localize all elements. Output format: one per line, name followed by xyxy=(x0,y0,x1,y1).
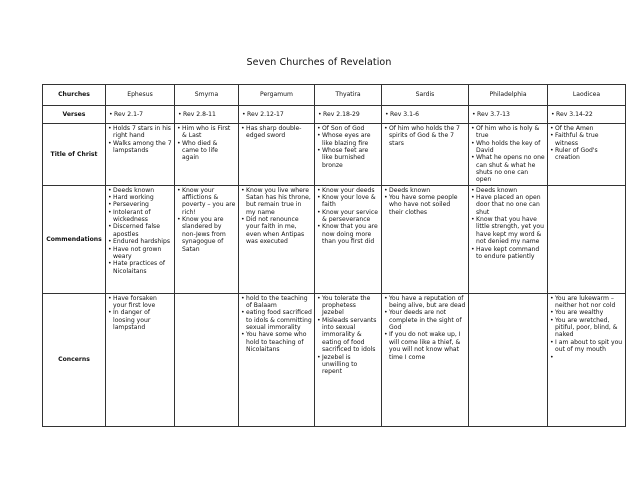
list-item: • You are lukewarm – neither hot nor cold xyxy=(550,295,623,310)
bullet-list xyxy=(177,187,236,253)
table-row-verses xyxy=(43,106,626,124)
list-item: • Intolerant of wickedness xyxy=(108,209,172,224)
table-cell xyxy=(315,124,382,186)
bullet-list xyxy=(241,295,312,354)
table-cell xyxy=(469,106,548,124)
list-item: • Your deeds are not complete in the sight of God xyxy=(384,309,466,331)
row-header: Commendations xyxy=(43,185,106,293)
table-cell xyxy=(315,106,382,124)
table-cell xyxy=(548,293,626,426)
list-item: • Who died & came to life again xyxy=(177,140,236,162)
column-header-smyrna: Smyrna xyxy=(175,85,239,106)
list-item: • Rev 2.1-7 xyxy=(109,111,172,118)
column-header-churches: Churches xyxy=(43,85,106,106)
list-item: • Whose eyes are like blazing fire xyxy=(317,132,379,147)
list-item: • Ruler of God's creation xyxy=(550,147,623,162)
table-cell xyxy=(315,185,382,293)
bullet-list xyxy=(471,187,545,260)
table-cell xyxy=(469,293,548,426)
bullet-list xyxy=(317,125,379,169)
list-item: • You have a reputation of being alive, but are dead xyxy=(384,295,466,310)
list-item: • Deeds known xyxy=(108,187,172,194)
table-cell xyxy=(382,106,469,124)
table-cell xyxy=(175,124,239,186)
page-title: Seven Churches of Revelation xyxy=(246,57,392,68)
list-item: • Holds 7 stars in his right hand xyxy=(108,125,172,140)
list-item: • Of him who is holy & true xyxy=(471,125,545,140)
bullet-list xyxy=(108,125,172,154)
table-cell xyxy=(239,106,315,124)
table-cell xyxy=(548,124,626,186)
bullet-list xyxy=(550,295,623,354)
list-item: • Know you live where Satan has his throne, but remain true in my name xyxy=(241,187,312,216)
list-item: • Of the Amen xyxy=(550,125,623,132)
table-cell xyxy=(382,185,469,293)
list-item: • You are wealthy xyxy=(550,309,623,316)
table-cell xyxy=(382,124,469,186)
list-item: • Who holds the key of David xyxy=(471,140,545,155)
list-item: • Whose feet are like burnished bronze xyxy=(317,147,379,169)
bullet-list xyxy=(551,111,623,118)
bullet-list xyxy=(108,295,172,332)
row-header: Title of Christ xyxy=(43,124,106,186)
table-cell xyxy=(548,106,626,124)
list-item: • Discerned false apostles xyxy=(108,223,172,238)
bullet-list xyxy=(242,111,312,118)
bullet-list xyxy=(109,111,172,118)
list-item: • Have placed an open door that no one can shut xyxy=(471,194,545,216)
table-cell xyxy=(175,185,239,293)
list-item: • Walks among the 7 lampstands xyxy=(108,140,172,155)
list-item: • Know that you are now doing more than you first did xyxy=(317,223,379,245)
bullet-list xyxy=(108,187,172,275)
table-cell xyxy=(239,185,315,293)
list-item: • You are wretched, pitiful, poor, blind, & naked xyxy=(550,317,623,339)
list-item: • What he opens no one can shut & what he shuts no one can open xyxy=(471,154,545,183)
header-row xyxy=(43,85,626,106)
list-item: • Rev 3.7-13 xyxy=(472,111,545,118)
bullet-list xyxy=(385,111,466,118)
list-item: • Misleads servants into sexual immorality & eating of food sacrificed to idols xyxy=(317,317,379,354)
bullet-list xyxy=(472,111,545,118)
list-item: • You have some people who have not soiled their clothes xyxy=(384,194,466,216)
list-item: • Him who is First & Last xyxy=(177,125,236,140)
list-item: • Jezebel is unwilling to repent xyxy=(317,354,379,376)
table-cell xyxy=(239,293,315,426)
list-item: • In danger of loosing your lampstand xyxy=(108,309,172,331)
table-row-title-of-christ xyxy=(43,124,626,186)
table-cell xyxy=(175,106,239,124)
bullet-list xyxy=(178,111,236,118)
list-item: • I am about to spit you out of my mouth xyxy=(550,339,623,354)
list-item: • eating food sacrificed to idols & committing sexual immorality xyxy=(241,309,312,331)
list-item: • Rev 3.14-22 xyxy=(551,111,623,118)
column-header-philadelphia: Philadelphia xyxy=(469,85,548,106)
bullet-list xyxy=(177,125,236,162)
list-item: • Endured hardships xyxy=(108,238,172,245)
bullet-list xyxy=(471,125,545,184)
bullet-list xyxy=(318,111,379,118)
list-item: • Have kept command to endure patiently xyxy=(471,246,545,261)
list-item: • If you do not wake up, I will come like a thief, & you will not know what time I come xyxy=(384,331,466,360)
list-item: • Faithful & true witness xyxy=(550,132,623,147)
table-cell xyxy=(382,293,469,426)
list-item: • Deeds known xyxy=(471,187,545,194)
list-item: • Hard working xyxy=(108,194,172,201)
list-item: • Did not renounce your faith in me, even when Antipas was executed xyxy=(241,216,312,245)
list-item: • Rev 3.1-6 xyxy=(385,111,466,118)
list-item: • Has sharp double-edged sword xyxy=(241,125,312,140)
bullet-list xyxy=(384,187,466,216)
column-header-sardis: Sardis xyxy=(382,85,469,106)
list-item: • hold to the teaching of Balaam xyxy=(241,295,312,310)
bullet-list xyxy=(241,125,312,140)
list-item: • Have forsaken your first love xyxy=(108,295,172,310)
churches-table xyxy=(42,84,626,427)
list-item: • Rev 2.12-17 xyxy=(242,111,312,118)
table-cell xyxy=(469,185,548,293)
bullet-list xyxy=(317,295,379,376)
table-cell xyxy=(175,293,239,426)
list-item: • Have not grown weary xyxy=(108,246,172,261)
table-body xyxy=(43,106,626,427)
table-cell xyxy=(548,185,626,293)
table-cell xyxy=(106,293,175,426)
table-row-commendations xyxy=(43,185,626,293)
table-cell xyxy=(106,124,175,186)
column-header-laodicea: Laodicea xyxy=(548,85,626,106)
list-item: • Know your love & faith xyxy=(317,194,379,209)
list-item: • Hate practices of Nicolaitans xyxy=(108,260,172,275)
list-item: • Of him who holds the 7 spirits of God & the 7 stars xyxy=(384,125,466,147)
table-cell xyxy=(315,293,382,426)
list-item: • You tolerate the prophetess Jezebel xyxy=(317,295,379,317)
list-item: • Know your afflictions & poverty – you are rich! xyxy=(177,187,236,216)
list-item: • Know your deeds xyxy=(317,187,379,194)
column-header-thyatira: Thyatira xyxy=(315,85,382,106)
bullet-list xyxy=(384,295,466,361)
list-item: • Know that you have little strength, yet you have kept my word & not denied my name xyxy=(471,216,545,245)
table-cell xyxy=(239,124,315,186)
column-header-ephesus: Ephesus xyxy=(106,85,175,106)
list-item: • Know your service & perseverance xyxy=(317,209,379,224)
list-item: • Of Son of God xyxy=(317,125,379,132)
column-header-pergamum: Pergamum xyxy=(239,85,315,106)
bullet-list xyxy=(241,187,312,246)
table-cell xyxy=(106,106,175,124)
bullet-list xyxy=(317,187,379,246)
list-item: • Deeds known xyxy=(384,187,466,194)
row-header: Concerns xyxy=(43,293,106,426)
list-item: • Persevering xyxy=(108,201,172,208)
list-item: • Rev 2.18-29 xyxy=(318,111,379,118)
table-row-concerns xyxy=(43,293,626,426)
table-cell xyxy=(106,185,175,293)
bullet-list xyxy=(550,125,623,162)
list-item: • You have some who hold to teaching of Nicolaitans xyxy=(241,331,312,353)
list-item: • Know you are slandered by non-Jews from synagogue of Satan xyxy=(177,216,236,253)
bullet-list xyxy=(384,125,466,147)
row-header: Verses xyxy=(43,106,106,124)
list-item: • Rev 2.8-11 xyxy=(178,111,236,118)
table-cell xyxy=(469,124,548,186)
